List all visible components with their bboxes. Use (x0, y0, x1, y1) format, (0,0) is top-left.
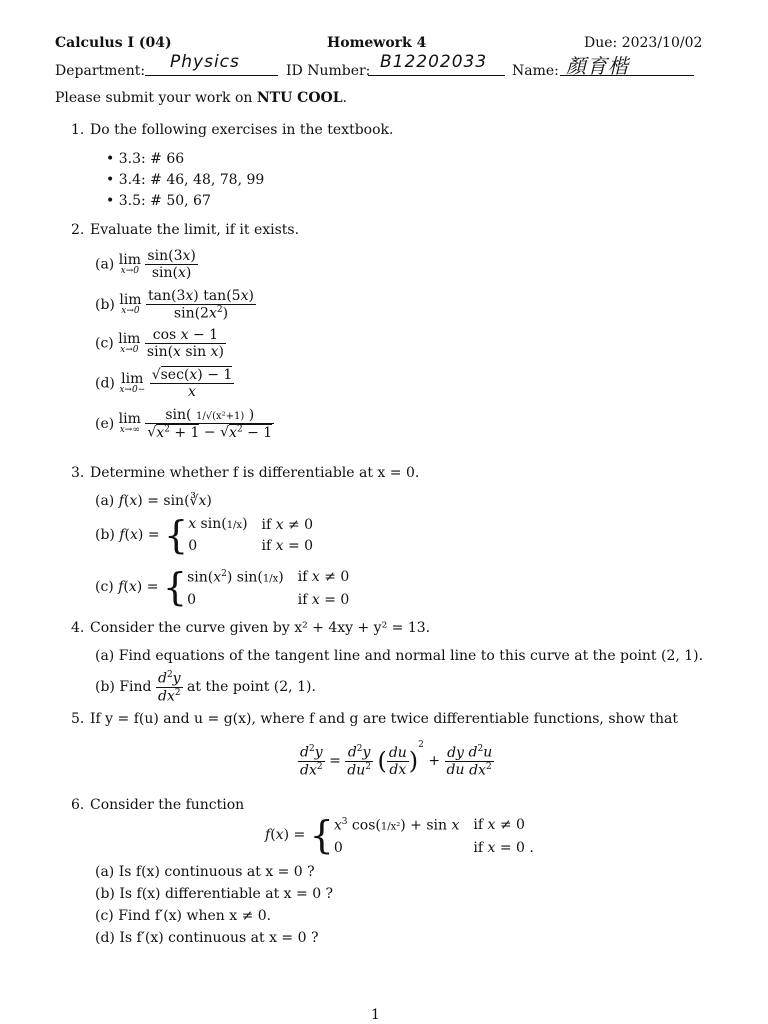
q2-number: 2. (71, 222, 85, 238)
department-label: Department: (55, 63, 146, 79)
id-label: ID Number: (286, 63, 371, 79)
id-value: B12202033 (380, 52, 488, 72)
q5-text: If y = f(u) and u = g(x), where f and g are twice differentiable functions, show that (90, 711, 679, 727)
q6b-text: (b) Is f(x) differentiable at x = 0 ? (95, 886, 334, 902)
due-date: Due: 2023/10/02 (584, 35, 703, 51)
q3a-expression: (a) f(x) = sin(∛x) (95, 493, 212, 509)
q6-function: f(x) = { $x^3$ cos(1/x²) + sin x if x ≠ 0 0 if x = 0 . (265, 812, 534, 857)
q4-text: Consider the curve given by x² + 4xy + y² = 13. (90, 620, 431, 636)
name-label: Name: (512, 63, 559, 79)
q1-number: 1. (71, 122, 85, 138)
page-number: 1 (371, 1007, 380, 1023)
q2-text: Evaluate the limit, if it exists. (90, 222, 300, 238)
q6a-text: (a) Is f(x) continuous at x = 0 ? (95, 864, 315, 880)
q4a-text: (a) Find equations of the tangent line and normal line to this curve at the point (2, 1). (95, 648, 704, 664)
q3-number: 3. (71, 465, 85, 481)
q2b-expression: (b) lim x→0 $\frac{\tan(3x) \tan(5x)}{\sin(2x^2)}$ (95, 288, 254, 322)
q1-item: • 3.3: # 66 (106, 151, 185, 167)
department-value: Physics (170, 52, 240, 72)
q1-text: Do the following exercises in the textbook. (90, 122, 394, 138)
q1-item: • 3.5: # 50, 67 (106, 193, 211, 209)
q2d-expression: (d) lim x→0− $\frac{√\sec(x) - 1}{x}$ (95, 367, 233, 400)
q2c-expression: (c) lim x→0 $\frac{\text{cos x − 1}}{\text{sin(x sin x)}}$ (95, 327, 224, 360)
intro-text: Please submit your work on NTU COOL. (55, 90, 348, 106)
course-title: Calculus I (04) (55, 35, 172, 51)
q3b-expression: (b) f(x) = { x sin(1/x) if x ≠ 0 0 if x = 0 (95, 513, 314, 557)
homework-title: Homework 4 (327, 35, 427, 51)
q2a-expression: (a) lim x→0 $\frac{\sin(3x)}{\sin(x)}$ (95, 248, 196, 281)
q4b-text: (b) Find $\frac{d^2y}{dx^2}$ at the point (2, 1). (95, 670, 316, 705)
q1-item: • 3.4: # 46, 48, 78, 99 (106, 172, 265, 188)
q3-text: Determine whether f is differentiable at x = 0. (90, 465, 420, 481)
q2e-expression: (e) lim x→∞ $\frac{\text{sin( 1/√(x²+1) )}}{√x^2 + 1 - √x^2 - 1}$ (95, 407, 273, 441)
name-value: 顏育楷 (566, 54, 629, 78)
q6-text: Consider the function (90, 797, 245, 813)
q6d-text: (d) Is f′(x) continuous at x = 0 ? (95, 930, 319, 946)
q3c-expression: (c) f(x) = { $\sin(x^2)$ sin(1/x) if x ≠ 0 0 if x = 0 (95, 564, 350, 609)
q5-equation: $\frac{d^2y}{dx^2}$ = $\frac{d^2y}{du^2}$ ( $\frac{du}{dx}$ )$^2$ + $\frac{dy}{du}$ $\frac{d^2u}{dx^2}$ (300, 740, 493, 779)
q4-number: 4. (71, 620, 85, 636)
q6-number: 6. (71, 797, 85, 813)
q6c-text: (c) Find f′(x) when x ≠ 0. (95, 908, 272, 924)
q5-number: 5. (71, 711, 85, 727)
